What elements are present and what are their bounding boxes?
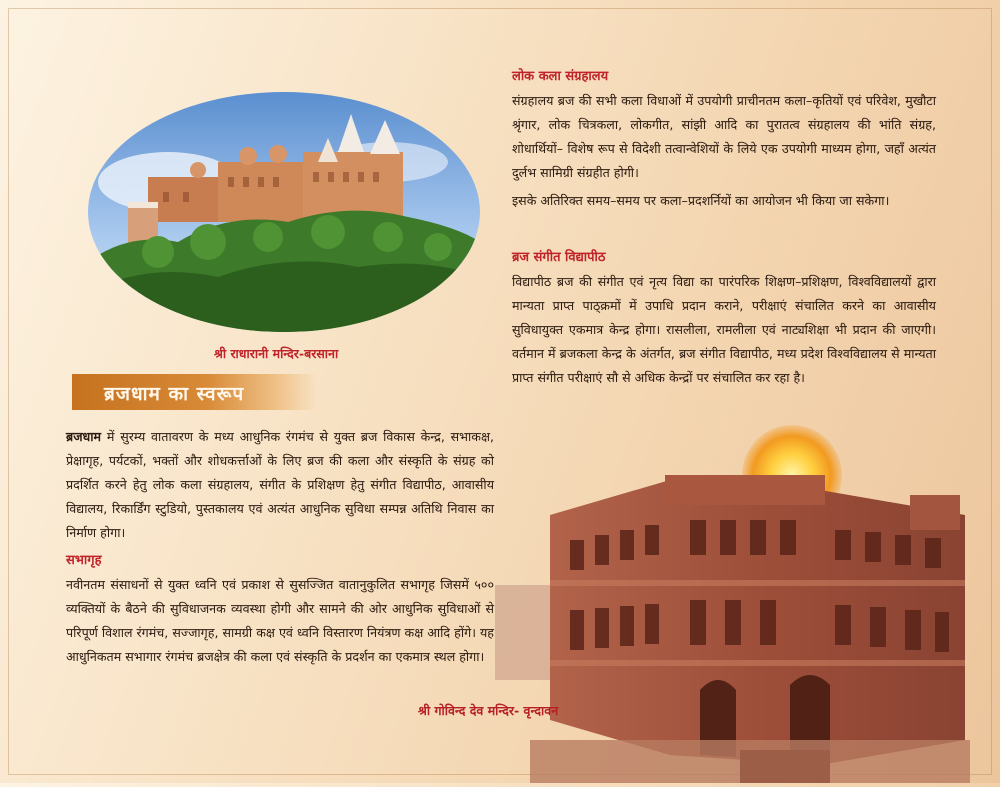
sabhagrih-heading: सभागृह	[66, 553, 102, 568]
lok-kala-paragraph-1: संग्रहालय ब्रज की सभी कला विधाओं में उपयोगी प्राचीनतम कला–कृतियों एवं परिवेश, मुखौटा श्रृंगार, लोक चित्रकला, लोकगीत, सांझी आदि का पुरातत्व संग्रहालय की भांति संग्रह, शोधार्थियों– विशेष रूप से विदेशी तत्वान्वेशियों के लिये एक उपयोगी माध्यम होगा, जहाँ अत्यंत दुर्लभ सामिग्री संग्रहीत होगी।	[512, 93, 936, 180]
banner-title: ब्रजधाम का स्वरूप	[104, 383, 245, 405]
govind-dev-temple-photo	[490, 420, 990, 783]
lok-kala-heading: लोक कला संग्रहालय	[512, 69, 609, 84]
intro-bold-term: ब्रजधाम	[66, 429, 102, 444]
sangeet-heading: ब्रज संगीत विद्यापीठ	[512, 250, 606, 265]
govind-dev-caption: श्री गोविन्द देव मन्दिर- वृन्दावन	[418, 703, 559, 718]
section-banner	[72, 374, 317, 410]
lok-kala-paragraph-2: इसके अतिरिक्त समय–समय पर कला–प्रदशर्नियों का आयोजन भी किया जा सकेगा।	[512, 193, 890, 208]
sabhagrih-paragraph: नवीनतम संसाधनों से युक्त ध्वनि एवं प्रकाश से सुसज्जित वातानुकुलित सभागृह जिसमें ५०० व्यक्तियों के बैठने की सुविधाजनक व्यवस्था होगी और सामने की ओर आधुनिक सुविधाओं से परिपूर्ण विशाल रंगमंच, सज्जागृह, सामग्री कक्ष एवं ध्वनि विस्तारण नियंत्रण कक्ष आदि होंगे। यह आधुनिकतम सभागार रंगमंच ब्रजक्षेत्र की कला एवं संस्कृति के प्रदर्शन का एकमात्र स्थल होगा।	[66, 577, 494, 664]
intro-paragraph	[66, 425, 494, 545]
intro-text: में सुरम्य वातावरण के मध्य आधुनिक रंगमंच से युक्त ब्रज विकास केन्द्र, सभाकक्ष, प्रेक्षागृह, पर्यटकों, भक्तों और शोधकर्त्ताओं के लिए ब्रज की कला और संस्कृति के संग्रह को प्रदर्शित करने हेतु लोक कला संग्रहालय, संगीत के प्रशिक्षण हेतु संगीत विद्यापीठ, आवासीय विद्यालय, रिकार्डिंग स्टुडियो, पुस्तकालय एवं अत्यंत आधुनिक सुविधा सम्पन्न अतिथि निवास का निर्माण होगा।	[66, 429, 494, 540]
radharani-caption: श्री राधारानी मन्दिर-बरसाना	[214, 346, 339, 361]
radharani-temple-photo	[88, 92, 480, 332]
sangeet-paragraph: विद्यापीठ ब्रज की संगीत एवं नृत्य विद्या का पारंपरिक शिक्षण–प्रशिक्षण, विश्वविद्यालयों द्वारा मान्यता प्राप्त पाठ्क्रमों में उपाधि प्रदान कराने, परीक्षाएं संचालित करने का आवासीय सुविधायुक्त एकमात्र केन्द्र होगा। रासलीला, रामलीला एवं नाट्यशिक्षा भी प्रदान की जाएगी। वर्तमान में ब्रजकला केन्द्र के अंतर्गत, ब्रज संगीत विद्यापीठ, मध्य प्रदेश विश्वविद्यालय से मान्यता प्राप्त संगीत परीक्षाएं सौ से अधिक केन्द्रों पर संचालित कर रहा है।	[512, 274, 936, 385]
